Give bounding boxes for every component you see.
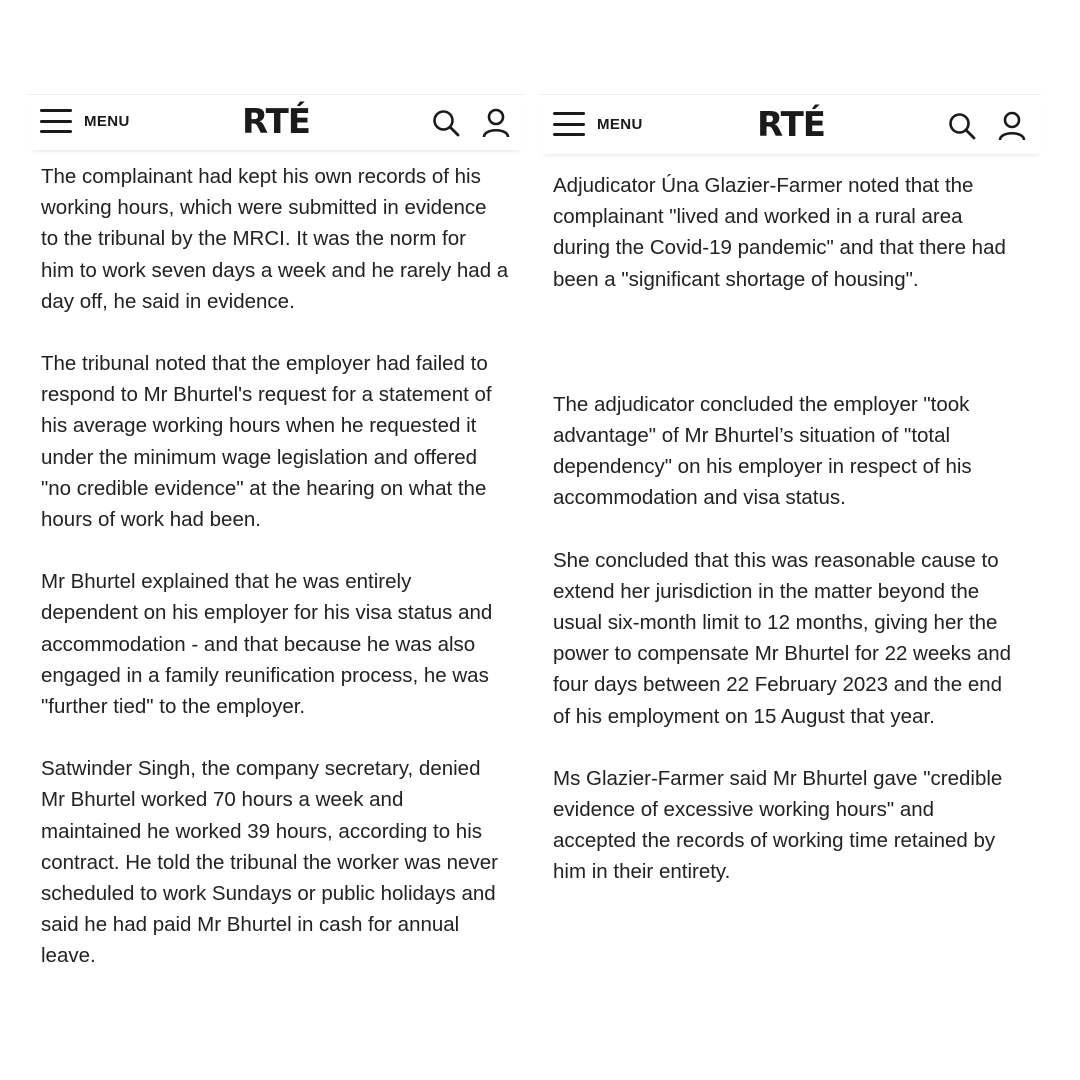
text-line: extend her jurisdiction in the matter beyond the	[553, 579, 980, 603]
right-article-screenshot	[541, 94, 1041, 914]
paragraph	[553, 763, 1041, 888]
text-line: The adjudicator concluded the employer "took	[553, 392, 970, 416]
text-line: of his employment on 15 August that year.	[553, 704, 935, 728]
text-line: The tribunal noted that the employer had failed to	[41, 352, 488, 376]
text-line: him to work seven days a week and he rarely had a	[41, 258, 509, 282]
rte-logo[interactable]	[242, 102, 310, 142]
paragraph	[553, 170, 1041, 295]
site-header	[541, 94, 1041, 154]
text-line: advantage" of Mr Bhurtel’s situation of "total	[553, 424, 951, 448]
menu-label: MENU	[84, 112, 130, 130]
site-header	[29, 94, 523, 150]
text-line: respond to Mr Bhurtel's request for a statement of	[41, 383, 492, 407]
text-line: usual six-month limit to 12 months, giving her the	[553, 611, 998, 635]
article-body	[29, 150, 523, 972]
menu-label: MENU	[597, 115, 643, 133]
text-line: "no credible evidence" at the hearing on what the	[41, 476, 487, 500]
text-line: maintained he worked 39 hours, according to his	[41, 819, 483, 843]
text-line: The complainant had kept his own records of his	[41, 165, 481, 188]
text-line: "further tied" to the employer.	[41, 695, 306, 719]
text-line: engaged in a family reunification process, he was	[41, 663, 489, 687]
text-line: said he had paid Mr Bhurtel in cash for annual	[41, 913, 460, 937]
text-line: complainant "lived and worked in a rural area	[553, 205, 963, 229]
text-line: hours of work had been.	[41, 508, 261, 532]
paragraph	[41, 566, 523, 722]
text-line: to the tribunal by the MRCI. It was the norm for	[41, 227, 466, 251]
text-line: Adjudicator Úna Glazier-Farmer noted that the	[553, 174, 974, 197]
text-line: leave.	[41, 944, 96, 968]
account-icon[interactable]	[481, 108, 511, 138]
text-line: dependency" on his employer in respect of his	[553, 455, 972, 479]
text-line: Mr Bhurtel worked 70 hours a week and	[41, 788, 404, 812]
empty-gap	[553, 295, 1041, 389]
paragraph	[41, 753, 523, 971]
article-body	[541, 154, 1041, 888]
search-icon[interactable]	[947, 111, 977, 141]
text-line: She concluded that this was reasonable cause to	[553, 548, 999, 572]
left-article-screenshot	[29, 94, 523, 994]
text-line: his average working hours when he requested it	[41, 414, 477, 438]
text-line: working hours, which were submitted in evidence	[41, 196, 487, 220]
text-line: dependent on his employer for his visa status and	[41, 601, 493, 625]
text-line: during the Covid-19 pandemic" and that there had	[553, 236, 1006, 260]
text-line: evidence of excessive working hours" and	[553, 798, 935, 822]
rte-logo[interactable]	[757, 105, 825, 145]
text-line: Satwinder Singh, the company secretary, denied	[41, 757, 481, 781]
logo-text: RTÉ	[756, 105, 826, 145]
text-line: power to compensate Mr Bhurtel for 22 weeks and	[553, 642, 1012, 666]
text-line: Ms Glazier-Farmer said Mr Bhurtel gave "credible	[553, 766, 1003, 790]
text-line: scheduled to work Sundays or public holidays and	[41, 882, 496, 906]
text-line: been a "significant shortage of housing".	[553, 267, 919, 291]
text-line: under the minimum wage legislation and offered	[41, 445, 478, 469]
search-icon[interactable]	[431, 108, 461, 138]
account-icon[interactable]	[997, 111, 1027, 141]
paragraph	[41, 161, 523, 317]
menu-button[interactable]	[553, 112, 643, 136]
text-line: Mr Bhurtel explained that he was entirely	[41, 570, 412, 594]
paragraph	[553, 545, 1041, 732]
text-line: accepted the records of working time retained by	[553, 829, 996, 853]
menu-button[interactable]	[40, 109, 130, 133]
text-line: contract. He told the tribunal the worker was never	[41, 850, 498, 874]
text-line: him in their entirety.	[553, 860, 731, 884]
logo-text: RTÉ	[241, 102, 311, 142]
text-line: four days between 22 February 2023 and the end	[553, 673, 1003, 697]
text-line: accommodation and visa status.	[553, 486, 846, 510]
text-line: day off, he said in evidence.	[41, 289, 295, 313]
hamburger-icon	[40, 109, 72, 133]
text-line: accommodation - and that because he was also	[41, 632, 476, 656]
hamburger-icon	[553, 112, 585, 136]
paragraph	[41, 348, 523, 535]
paragraph	[553, 389, 1041, 514]
